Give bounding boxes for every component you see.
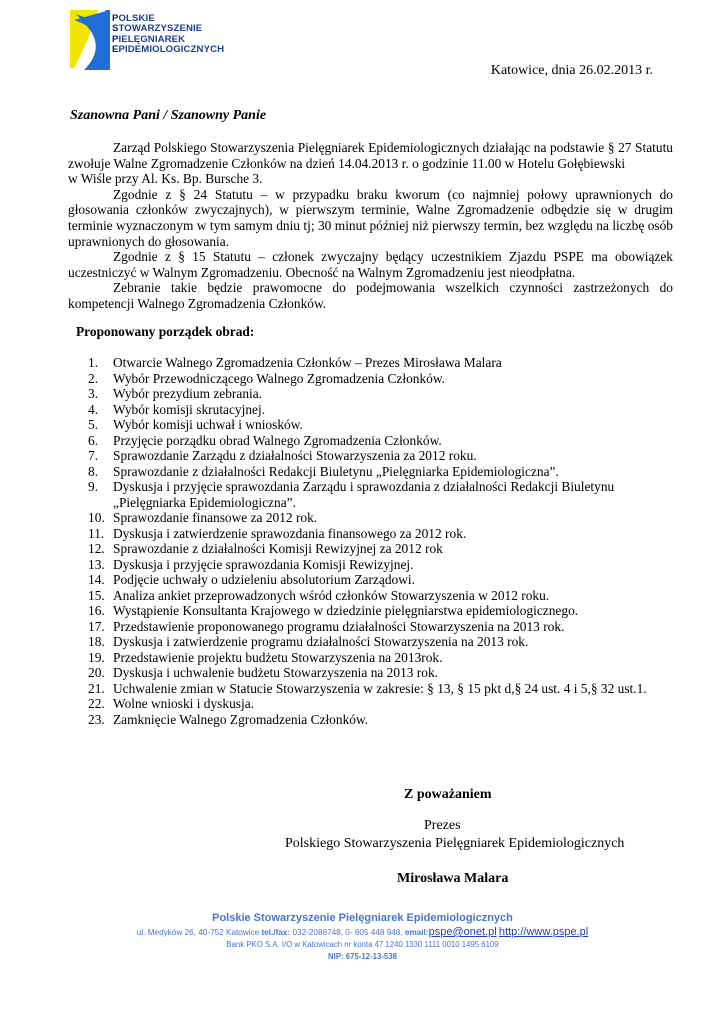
agenda-item (88, 402, 678, 418)
agenda-item-number: 20. (88, 665, 105, 680)
agenda-item-text: Otwarcie Walnego Zgromadzenia Członków – Prezes Mirosława Malara (113, 355, 502, 370)
agenda-item-text: Sprawozdanie z działalności Redakcji Biuletynu „Pielęgniarka Epidemiologiczna”. (113, 463, 559, 479)
agenda-item-number: 22. (88, 696, 105, 711)
paragraph-obligation: Zgodnie z § 15 Statutu – członek zwyczajny będący uczestnikiem Zjazdu PSPE ma obowiązek uczestniczyć w Walnym Zgromadzeniu. Obecność na Walnym Zgromadzeniu jest nieodpłatna. (68, 249, 673, 280)
agenda-item-number: 6. (88, 432, 99, 448)
agenda-item (88, 603, 678, 619)
agenda-item-number: 18. (88, 634, 105, 649)
agenda-item-text: Dyskusja i zatwierdzenie programu działalności Stowarzyszenia na 2013 rok. (113, 634, 529, 649)
agenda-item (88, 634, 678, 650)
paragraph-quorum: Zgodnie z § 24 Statutu – w przypadku braku kworum (co najmniej połowy uprawnionych do głosowania członków zwyczajnych), w pierwszym terminie, Walne Zgromadzenie odbędzie się w drugim terminie wyznaczonym w tym samym dniu tj; 30 minut później niż pierwszy termin, bez względu na liczbę osób uprawnionych do głosowania. (68, 186, 673, 249)
agenda-item-text: Przedstawienie projektu budżetu Stowarzyszenia na 2013rok. (113, 649, 443, 665)
agenda-item-text: Sprawozdanie z działalności Komisji Rewizyjnej za 2012 rok (113, 541, 443, 556)
agenda-item-number: 13. (88, 556, 105, 572)
agenda-item-number: 23. (88, 711, 105, 727)
paragraph-convocation: Zarząd Polskiego Stowarzyszenia Pielęgniarek Epidemiologicznych działając na podstawie § 27 Statutu zwołuje Walne Zgromadzenie Członków na dzień 14.04.2013 r. o godzinie 11.00 w Hotelu Gołębiewski (68, 140, 673, 171)
agenda-item-number: 10. (88, 510, 105, 525)
agenda-item-number: 3. (88, 386, 99, 401)
agenda-item (88, 526, 678, 542)
footer-tel-label: tel./fax: (261, 928, 291, 937)
logo-wordmark (112, 14, 224, 55)
agenda-item-text: Sprawozdanie finansowe za 2012 rok. (113, 510, 318, 525)
agenda-item-number: 11. (88, 525, 105, 541)
logo-line-4: EPIDEMIOLOGICZNYCH (112, 43, 225, 55)
agenda-item (88, 433, 678, 449)
agenda-item-number: 21. (88, 680, 105, 696)
agenda-item-text: Wybór prezydium zebrania. (113, 386, 263, 401)
signature-organization: Polskiego Stowarzyszenia Pielęgniarek Epidemiologicznych (285, 836, 625, 851)
agenda-item-number: 5. (88, 417, 99, 432)
agenda-item (88, 588, 678, 604)
footer-nip: NIP: 675-12-13-538 (328, 952, 397, 961)
agenda-item-text: Dyskusja i przyjęcie sprawozdania Zarządu i sprawozdania z działalności Redakcji Biuletynu „Pielęgniarka Epidemiologiczna”. (113, 479, 615, 510)
agenda-item-number: 4. (88, 401, 99, 417)
agenda-item-text: Podjęcie uchwały o udzieleniu absolutorium Zarządowi. (113, 572, 415, 587)
signature-title: Prezes (424, 818, 461, 833)
closing: Z poważaniem (404, 787, 492, 802)
agenda-item (88, 448, 678, 464)
footer-tel: 032-2088748, 0- 605 448 948, (292, 928, 403, 937)
paragraph-venue: w Wiśle przy Al. Ks. Bp. Bursche 3. (68, 171, 263, 187)
footer-website-link[interactable]: http://www.pspe.pl (498, 926, 589, 938)
logo-line-3: PIELĘGNIAREK (112, 33, 186, 45)
agenda-item-number: 15. (88, 587, 105, 603)
letter-date: Katowice, dnia 26.02.2013 r. (490, 63, 653, 78)
agenda-item (88, 696, 678, 712)
agenda-item (88, 371, 678, 387)
footer-email-link[interactable]: pspe@onet.pl (428, 926, 497, 938)
agenda-item (88, 541, 678, 557)
agenda-item-number: 1. (88, 355, 99, 370)
agenda-item-number: 7. (88, 448, 99, 463)
agenda-item-text: Uchwalenie zmian w Statucie Stowarzyszenia w zakresie: § 13, § 15 pkt d,§ 24 ust. 4 i 5,§ 32 ust.1. (113, 680, 647, 696)
footer-contact (0, 926, 725, 939)
agenda-item-text: Wybór Przewodniczącego Walnego Zgromadzenia Członków. (113, 370, 446, 386)
agenda-item-text: Dyskusja i uchwalenie budżetu Stowarzyszenia na 2013 rok. (113, 665, 439, 680)
agenda-item-text: Analiza ankiet przeprowadzonych wśród członków Stowarzyszenia w 2012 roku. (113, 587, 550, 603)
agenda-item-text: Wybór komisji skrutacyjnej. (113, 401, 266, 417)
footer-organization: Polskie Stowarzyszenie Pielęgniarek Epidemiologicznych (212, 912, 513, 924)
agenda-item (88, 386, 678, 402)
signature-name: Mirosława Malara (397, 871, 509, 886)
agenda-item-number: 12. (88, 541, 105, 556)
agenda-item-text: Dyskusja i przyjęcie sprawozdania Komisji Rewizyjnej. (113, 556, 414, 572)
agenda-item (88, 665, 678, 681)
agenda-item-number: 19. (88, 649, 105, 665)
logo-line-2: STOWARZYSZENIE (112, 23, 203, 35)
agenda-item (88, 479, 678, 510)
agenda-item-text: Sprawozdanie Zarządu z działalności Stowarzyszenia za 2012 roku. (113, 448, 477, 463)
agenda-item-text: Dyskusja i zatwierdzenie sprawozdania finansowego za 2012 rok. (113, 525, 467, 541)
agenda-item-text: Przyjęcie porządku obrad Walnego Zgromadzenia Członków. (113, 432, 442, 448)
agenda-item-text: Przedstawienie proponowanego programu działalności Stowarzyszenia na 2013 rok. (113, 618, 565, 634)
agenda-item-number: 17. (88, 618, 105, 634)
agenda-item-number: 16. (88, 603, 105, 618)
agenda-item-text: Wolne wnioski i dyskusja. (113, 696, 255, 711)
agenda-item-text: Wybór komisji uchwał i wniosków. (113, 417, 303, 432)
agenda-item-number: 9. (88, 479, 99, 494)
salutation: Szanowna Pani / Szanowny Panie (70, 108, 267, 123)
agenda-item-number: 8. (88, 463, 99, 479)
logo-line-1: POLSKIE (112, 13, 155, 24)
agenda-item-number: 2. (88, 370, 99, 386)
footer-email-label: email: (404, 928, 429, 937)
paragraph-competence: Zebranie takie będzie prawomocne do podejmowania wszelkich czynności zastrzeżonych do kompetencji Walnego Zgromadzenia Członków. (68, 280, 673, 311)
agenda-item (88, 681, 678, 697)
letterhead-footer (0, 910, 725, 963)
agenda-item (88, 572, 678, 588)
agenda-item (88, 355, 678, 371)
agenda-item (88, 417, 678, 433)
agenda-list (88, 355, 678, 727)
agenda-item-text: Zamknięcie Walnego Zgromadzenia Członków. (113, 711, 369, 727)
agenda-item-text: Wystąpienie Konsultanta Krajowego w dziedzinie pielęgniarstwa epidemiologicznego. (113, 603, 579, 618)
letter-body (68, 140, 673, 312)
agenda-item (88, 619, 678, 635)
agenda-item (88, 510, 678, 526)
agenda-item-number: 14. (88, 572, 105, 587)
agenda-item (88, 557, 678, 573)
agenda-item (88, 712, 678, 728)
footer-address: ul. Medyków 26, 40-752 Katowice (136, 928, 260, 937)
agenda-item (88, 464, 678, 480)
agenda-item (88, 650, 678, 666)
agenda-title: Proponowany porządek obrad: (76, 324, 255, 339)
footer-bank: Bank PKO S.A. I/O w Katowicach nr konta 47 1240 1330 1111 0010 1495 6109 (226, 940, 499, 949)
